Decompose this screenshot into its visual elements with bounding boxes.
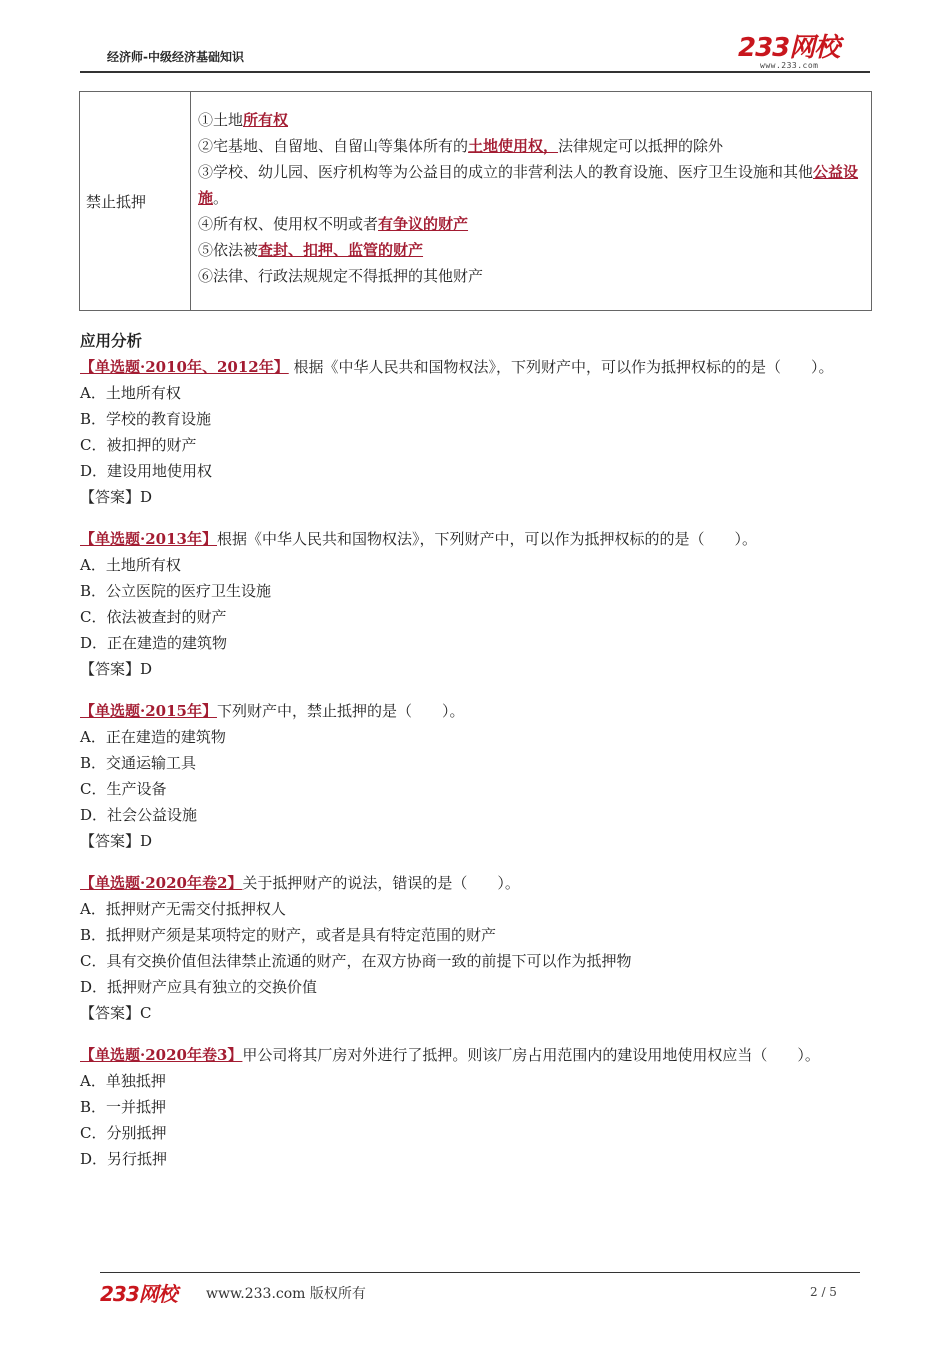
table-row bbox=[80, 92, 872, 311]
footer-logo: 233网校 bbox=[100, 1282, 177, 1306]
question-stem: 【单选题·2020年卷3】甲公司将其厂房对外进行了抵押。则该厂房占用范围内的建设用地使用权应当（ ）。 bbox=[80, 1046, 820, 1064]
question-tag: 【单选题·2020年卷3】 bbox=[80, 1046, 243, 1064]
option: B．交通运输工具 bbox=[80, 754, 197, 772]
question-stem: 【单选题·2020年卷2】关于抵押财产的说法，错误的是（ ）。 bbox=[80, 874, 520, 892]
question-stem: 【单选题·2013年】根据《中华人民共和国物权法》，下列财产中，可以作为抵押权标的的是（ ）。 bbox=[80, 530, 757, 548]
section-heading: 应用分析 bbox=[80, 331, 143, 350]
option: B．抵押财产须是某项特定的财产，或者是具有特定范围的财产 bbox=[80, 926, 497, 944]
option: D．社会公益设施 bbox=[80, 806, 198, 824]
option: D．建设用地使用权 bbox=[80, 462, 213, 480]
option: C．依法被查封的财产 bbox=[80, 608, 227, 626]
question-stem: 【单选题·2010年、2012年】 根据《中华人民共和国物权法》，下列财产中，可以作为抵押权标的的是（ ）。 bbox=[80, 358, 834, 376]
footer-copyright: www.233.com 版权所有 bbox=[206, 1286, 366, 1302]
question-stem: 【单选题·2015年】下列财产中，禁止抵押的是（ ）。 bbox=[80, 702, 465, 720]
answer: 【答案】C bbox=[80, 1004, 152, 1022]
document-header-title: 经济师-中级经济基础知识 bbox=[107, 50, 244, 64]
prohibited-mortgage-table bbox=[79, 91, 872, 311]
option: A．土地所有权 bbox=[80, 384, 181, 402]
question-block bbox=[80, 354, 870, 510]
option: A．土地所有权 bbox=[80, 556, 181, 574]
question-block bbox=[80, 698, 870, 854]
option: A．单独抵押 bbox=[80, 1072, 166, 1090]
option: C．被扣押的财产 bbox=[80, 436, 197, 454]
brand-logo-url: www.233.com bbox=[760, 61, 819, 70]
answer: 【答案】D bbox=[80, 660, 153, 678]
option: D．抵押财产应具有独立的交换价值 bbox=[80, 978, 318, 996]
question-tag: 【单选题·2013年】 bbox=[80, 530, 217, 548]
rule-item: ⑥法律、行政法规规定不得抵押的其他财产 bbox=[198, 267, 484, 285]
table-label-cell: 禁止抵押 bbox=[80, 92, 191, 311]
question-tag: 【单选题·2020年卷2】 bbox=[80, 874, 243, 892]
option: B．公立医院的医疗卫生设施 bbox=[80, 582, 272, 600]
rule-item: ⑤依法被查封、扣押、监管的财产 bbox=[198, 241, 424, 259]
brand-logo-text: 233网校 bbox=[738, 33, 840, 63]
page-number: 2 / 5 bbox=[810, 1285, 837, 1299]
option: C．分别抵押 bbox=[80, 1124, 167, 1142]
table-content-cell bbox=[191, 92, 872, 311]
header-divider bbox=[80, 71, 870, 73]
option: A．抵押财产无需交付抵押权人 bbox=[80, 900, 286, 918]
rule-item: ②宅基地、自留地、自留山等集体所有的土地使用权，法律规定可以抵押的除外 bbox=[198, 137, 724, 155]
answer: 【答案】D bbox=[80, 832, 153, 850]
question-block bbox=[80, 526, 870, 682]
option: C．具有交换价值但法律禁止流通的财产，在双方协商一致的前提下可以作为抵押物 bbox=[80, 952, 632, 970]
questions-section bbox=[80, 328, 870, 1172]
option: B．一并抵押 bbox=[80, 1098, 167, 1116]
question-block bbox=[80, 870, 870, 1026]
option: D．另行抵押 bbox=[80, 1150, 168, 1168]
brand-logo bbox=[738, 34, 858, 74]
rule-item: ③学校、幼儿园、医疗机构等为公益目的成立的非营利法人的教育设施、医疗卫生设施和其他公益设施。 bbox=[198, 163, 859, 207]
rule-item: ①土地所有权 bbox=[198, 111, 289, 129]
option: C．生产设备 bbox=[80, 780, 167, 798]
question-tag: 【单选题·2015年】 bbox=[80, 702, 217, 720]
option: A．正在建造的建筑物 bbox=[80, 728, 226, 746]
answer: 【答案】D bbox=[80, 488, 153, 506]
rule-item: ④所有权、使用权不明或者有争议的财产 bbox=[198, 215, 469, 233]
option: B．学校的教育设施 bbox=[80, 410, 212, 428]
question-block bbox=[80, 1042, 870, 1172]
footer-divider bbox=[100, 1272, 860, 1273]
option: D．正在建造的建筑物 bbox=[80, 634, 228, 652]
question-tag: 【单选题·2010年、2012年】 bbox=[80, 358, 289, 376]
